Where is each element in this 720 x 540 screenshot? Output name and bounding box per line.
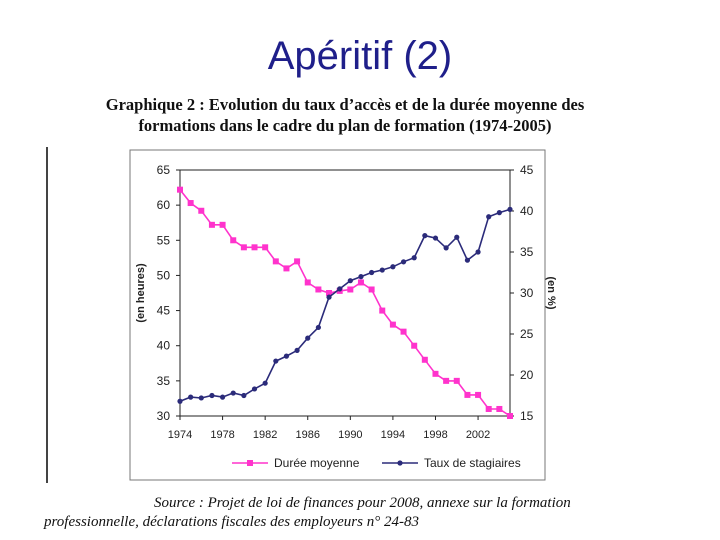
source-line-1: Source : Projet de loi de finances pour 2008, annexe sur la formation [154, 495, 571, 511]
data-point-taux-de-stagiaires [433, 235, 438, 240]
data-point-duree-moyenne [486, 406, 492, 412]
data-point-taux-de-stagiaires [486, 214, 491, 219]
legend-marker-duree-moyenne [247, 460, 253, 466]
data-point-duree-moyenne [305, 279, 311, 285]
data-point-taux-de-stagiaires [422, 233, 427, 238]
data-point-duree-moyenne [273, 258, 279, 264]
data-point-taux-de-stagiaires [358, 274, 363, 279]
x-tick-label: 1974 [167, 429, 193, 441]
left-y-tick-label: 60 [156, 198, 170, 213]
data-point-duree-moyenne [198, 208, 204, 214]
data-point-taux-de-stagiaires [252, 386, 257, 391]
slide-title: Apéritif (2) [267, 34, 453, 78]
left-y-tick-label: 45 [156, 303, 170, 318]
legend-label-duree-moyenne: Durée moyenne [274, 456, 360, 470]
data-point-taux-de-stagiaires [337, 286, 342, 291]
data-point-duree-moyenne [252, 244, 258, 250]
data-point-taux-de-stagiaires [177, 399, 182, 404]
x-tick-label: 1994 [380, 429, 406, 441]
right-axis-label: (en %) [545, 276, 557, 310]
data-point-taux-de-stagiaires [454, 235, 459, 240]
data-point-taux-de-stagiaires [390, 264, 395, 269]
data-point-duree-moyenne [496, 406, 502, 412]
data-point-taux-de-stagiaires [273, 358, 278, 363]
data-point-duree-moyenne [209, 222, 215, 228]
data-point-taux-de-stagiaires [263, 381, 268, 386]
right-y-tick-label: 35 [520, 245, 534, 259]
data-point-duree-moyenne [241, 244, 247, 250]
data-point-taux-de-stagiaires [326, 295, 331, 300]
data-point-duree-moyenne [390, 322, 396, 328]
data-point-duree-moyenne [475, 392, 481, 398]
data-point-taux-de-stagiaires [284, 354, 289, 359]
data-point-duree-moyenne [443, 378, 449, 384]
left-y-tick-label: 40 [156, 338, 170, 353]
data-point-taux-de-stagiaires [305, 336, 310, 341]
x-tick-label: 1990 [338, 429, 363, 441]
x-tick-label: 1986 [295, 429, 320, 441]
data-point-taux-de-stagiaires [348, 278, 353, 283]
data-point-taux-de-stagiaires [497, 210, 502, 215]
data-point-duree-moyenne [422, 357, 428, 363]
x-tick-label: 1982 [252, 429, 278, 441]
data-point-taux-de-stagiaires [294, 348, 299, 353]
data-point-duree-moyenne [379, 308, 385, 314]
data-point-taux-de-stagiaires [412, 255, 417, 260]
data-point-taux-de-stagiaires [209, 393, 214, 398]
figure-title-line-2: formations dans le cadre du plan de formation (1974-2005) [138, 116, 552, 135]
data-point-duree-moyenne [369, 286, 375, 292]
data-point-duree-moyenne [283, 265, 289, 271]
data-point-duree-moyenne [358, 279, 364, 285]
right-y-tick-label: 20 [520, 368, 534, 382]
legend-marker-taux-de-stagiaires [397, 460, 402, 465]
figure-title-line-1: Graphique 2 : Evolution du taux d’accès et de la durée moyenne des [105, 95, 585, 114]
right-y-tick-label: 40 [520, 204, 534, 218]
left-axis-label: (en heures) [135, 263, 147, 323]
left-y-tick-label: 50 [156, 268, 170, 283]
x-tick-label: 1978 [210, 429, 235, 441]
data-point-duree-moyenne [347, 286, 353, 292]
data-point-duree-moyenne [188, 200, 194, 206]
data-point-taux-de-stagiaires [220, 395, 225, 400]
data-point-taux-de-stagiaires [241, 393, 246, 398]
data-point-duree-moyenne [401, 329, 407, 335]
data-point-duree-moyenne [411, 343, 417, 349]
data-point-taux-de-stagiaires [475, 249, 480, 254]
legend-label-taux-de-stagiaires: Taux de stagiaires [424, 456, 521, 470]
data-point-duree-moyenne [177, 187, 183, 193]
data-point-duree-moyenne [454, 378, 460, 384]
data-point-taux-de-stagiaires [369, 270, 374, 275]
data-point-taux-de-stagiaires [465, 258, 470, 263]
left-y-tick-label: 30 [156, 409, 170, 423]
right-y-tick-label: 45 [520, 163, 534, 177]
left-y-tick-label: 55 [156, 233, 170, 248]
data-point-taux-de-stagiaires [199, 395, 204, 400]
source-line-2: professionnelle, déclarations fiscales des employeurs n° 24-83 [44, 514, 419, 530]
data-point-duree-moyenne [432, 371, 438, 377]
data-point-taux-de-stagiaires [231, 390, 236, 395]
right-y-tick-label: 30 [520, 286, 534, 300]
x-tick-label: 2002 [465, 429, 491, 441]
left-y-tick-label: 35 [156, 373, 170, 388]
right-y-tick-label: 25 [520, 327, 534, 341]
x-tick-label: 1998 [423, 429, 448, 441]
data-point-duree-moyenne [220, 222, 226, 228]
data-point-duree-moyenne [464, 392, 470, 398]
data-point-duree-moyenne [315, 286, 321, 292]
data-point-taux-de-stagiaires [380, 267, 385, 272]
data-point-taux-de-stagiaires [444, 245, 449, 250]
data-point-taux-de-stagiaires [316, 325, 321, 330]
data-point-duree-moyenne [294, 258, 300, 264]
source-note [44, 494, 664, 532]
right-y-tick-label: 15 [520, 409, 534, 423]
data-point-taux-de-stagiaires [507, 207, 512, 212]
left-y-tick-label: 65 [156, 163, 170, 177]
data-point-duree-moyenne [507, 413, 513, 419]
data-point-taux-de-stagiaires [188, 395, 193, 400]
data-point-duree-moyenne [262, 244, 268, 250]
data-point-duree-moyenne [230, 237, 236, 243]
data-point-taux-de-stagiaires [401, 259, 406, 264]
